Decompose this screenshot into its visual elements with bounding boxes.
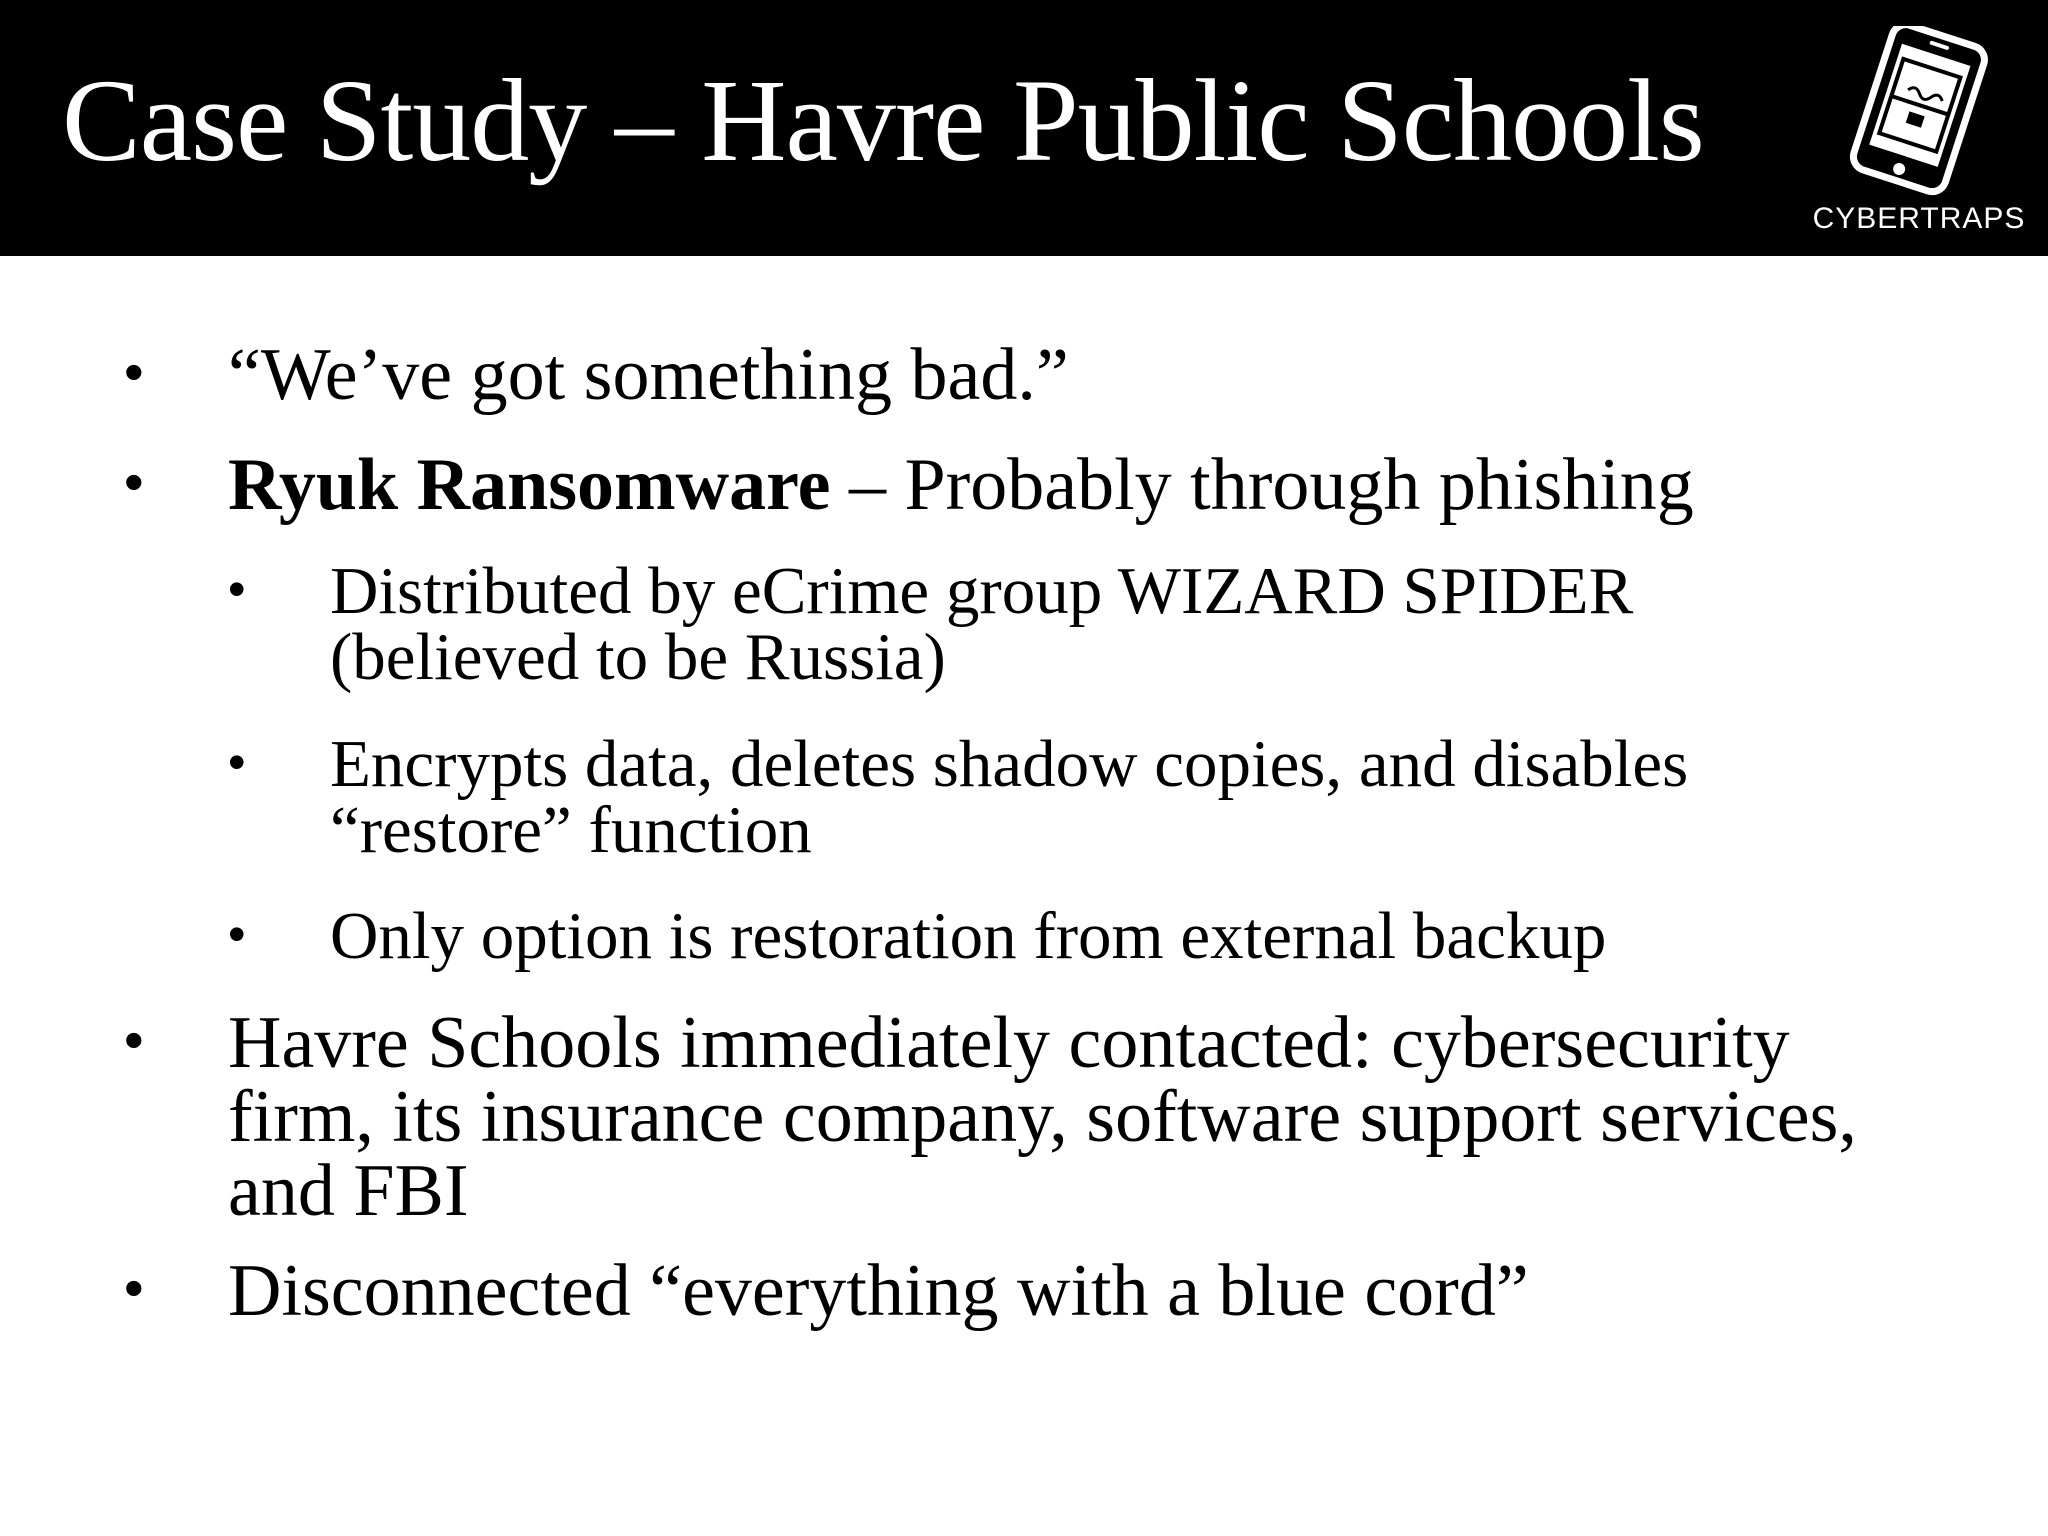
bullet-icon: • xyxy=(228,561,246,617)
title-bar xyxy=(0,0,2048,256)
bullet-icon: • xyxy=(124,340,144,403)
slide-body xyxy=(0,256,2048,1536)
list-item-text: Havre Schools immediately contacted: cybersecurity firm, its insurance company, software support services, and FBI xyxy=(228,1002,1857,1232)
logo-wordmark: CYBERTRAPS xyxy=(1812,202,2026,235)
list-item xyxy=(124,444,1948,526)
cybertraps-logo xyxy=(1800,26,2046,248)
list-item xyxy=(124,1002,1948,1232)
slide-title: Case Study – Havre Public Schools xyxy=(62,55,1704,186)
bullet-icon: • xyxy=(228,734,246,790)
list-item-text: Distributed by eCrime group WIZARD SPIDER (believed to be Russia) xyxy=(330,554,1634,694)
bullet-icon: • xyxy=(124,450,144,513)
list-item xyxy=(228,727,1890,867)
list-item xyxy=(228,554,1890,694)
bullet-icon: • xyxy=(124,1256,144,1319)
list-item-bold-text: Ryuk Ransomware xyxy=(228,444,831,526)
mousetrap-phone-icon xyxy=(1830,26,2006,196)
list-item-text: “We’ve got something bad.” xyxy=(228,334,1069,416)
list-item-text: Only option is restoration from external backup xyxy=(330,899,1607,973)
list-item-text: Encrypts data, deletes shadow copies, and disables “restore” function xyxy=(330,727,1689,867)
list-item xyxy=(228,899,1890,973)
bullet-icon: • xyxy=(124,1008,144,1071)
bullet-icon: • xyxy=(228,906,246,962)
list-item xyxy=(124,1250,1948,1332)
list-item xyxy=(124,334,1948,416)
list-item-text: – Probably through phishing xyxy=(830,444,1694,526)
list-item-text: Disconnected “everything with a blue cord” xyxy=(228,1250,1529,1332)
